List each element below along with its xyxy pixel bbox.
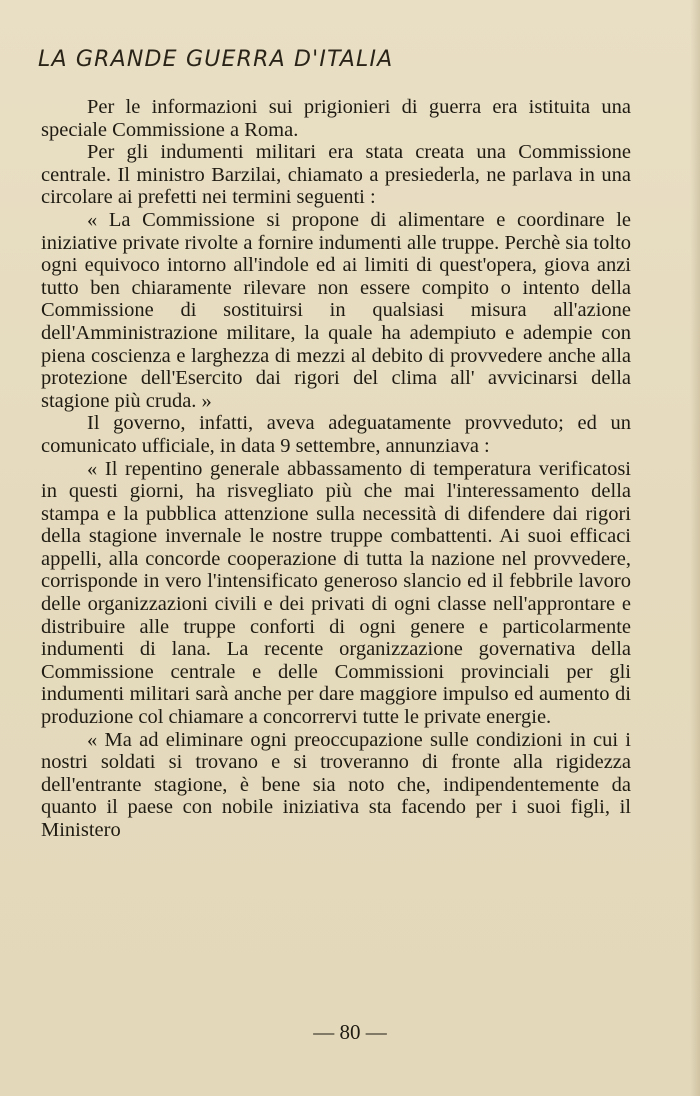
page-number: — 80 — (313, 1020, 387, 1044)
paragraph-prigionieri: Per le informazioni sui prigionieri di guerra era istituita una speciale Commissione a Roma. (41, 96, 631, 141)
paragraph-commissione-centrale: Per gli indumenti militari era stata creata una Commissione centrale. Il ministro Barzilai, chiamato a presiederla, ne parlava in una circolare ai prefetti nei termini seguenti : (41, 141, 631, 209)
paragraph-governo: Il governo, infatti, aveva adeguatamente provveduto; ed un comunicato ufficiale, in data 9 settembre, annunziava : (41, 412, 631, 457)
paragraph-comunicato-quote: « Il repentino generale abbassamento di temperatura verificatosi in questi giorni, ha risvegliato più che mai l'interessamento della stampa e la pubblica attenzione sulla necessità di difendere dai rigori della stagione invernale le nostre truppe combattenti. Ai suoi efficaci appelli, alla concorde cooperazione di tutta la nazione nel provvedere, corrisponde in vero l'intensificato generoso slancio ed il febbrile lavoro delle organizzazioni civili e dei privati di ogni classe nell'approntare e distribuire alle truppe conforti di ogni genere e particolarmente indumenti di lana. La recente organizzazione governativa della Commissione centrale e delle Commissioni provinciali per gli indumenti militari sarà anche per dare maggiore impulso ed aumento di produzione col chiamare a concorrervi tutte le private energie. (41, 457, 631, 729)
running-head: LA GRANDE GUERRA D'ITALIA (38, 47, 394, 72)
paragraph-circolare-quote: « La Commissione si propone di alimentare e coordinare le iniziative private rivolte a fornire indumenti alle truppe. Perchè sia tolto ogni equivoco intorno all'indole ed ai limiti di quest'opera, giova anzi tutto ben chiaramente rilevare non essere compito o intento della Commissione di sostituirsi in qualsiasi misura all'azione dell'Amministrazione militare, la quale ha adempiuto e adempie con piena coscienza e larghezza di mezzi al debito di provvedere anche alla protezione dell'Esercito dai rigori del clima all' avvicinarsi della stagione più cruda. » (41, 208, 631, 412)
body-text (41, 96, 631, 842)
paragraph-ministero-quote: « Ma ad eliminare ogni preoccupazione sulle condizioni in cui i nostri soldati si trovano e si troveranno di fronte alla rigidezza dell'entrante stagione, è bene sia noto che, indipendentemente da quanto il paese con nobile iniziativa sta facendo per i suoi figli, il Ministero (41, 728, 631, 841)
page-edge-shadow (690, 0, 700, 1096)
